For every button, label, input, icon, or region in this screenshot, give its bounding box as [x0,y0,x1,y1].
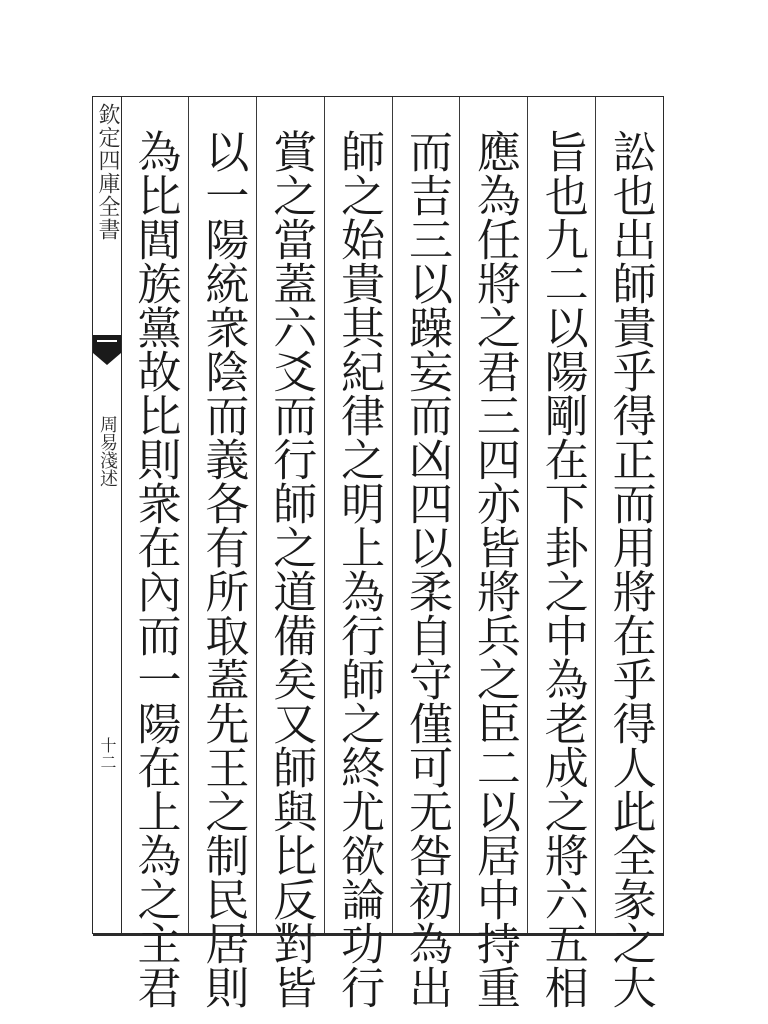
text-column [121,97,188,1009]
column-text: 訟也出師貴乎得正而用將在乎得人此全彖之大 [604,129,656,1009]
text-column [188,97,256,1009]
column-text: 以一陽統衆陰而義各有所取蓋先王之制民居則 [197,129,249,1009]
text-column [527,97,595,1009]
fishtail-mark [93,331,121,371]
column-text: 賞之當蓋六爻而行師之道備矣又師與比反對皆 [265,129,317,1009]
folio-number: 十二 [98,737,117,771]
text-column [459,97,527,1009]
collection-title: 欽定四庫全書 [95,103,120,241]
column-text: 應為任將之君三四亦皆將兵之臣二以居中持重 [468,129,520,1009]
column-text: 而吉三以躁妄而凶四以柔自守僅可无咎初為出 [400,129,452,1009]
column-text: 旨也九二以陽剛在下卦之中為老成之將六五相 [536,129,588,1009]
column-text: 師之始貴其紀律之明上為行師之終尤欲論功行 [333,129,385,1009]
page-frame [92,96,664,1009]
column-text: 為比閭族黨故比則衆在內而一陽在上為之主君 [129,129,181,1009]
text-columns [121,97,663,1009]
text-column [392,97,460,1009]
text-column [256,97,324,1009]
text-column [595,97,663,1009]
book-title: 周易淺述 [97,415,118,487]
margin-strip [93,97,122,933]
text-column [324,97,392,1009]
